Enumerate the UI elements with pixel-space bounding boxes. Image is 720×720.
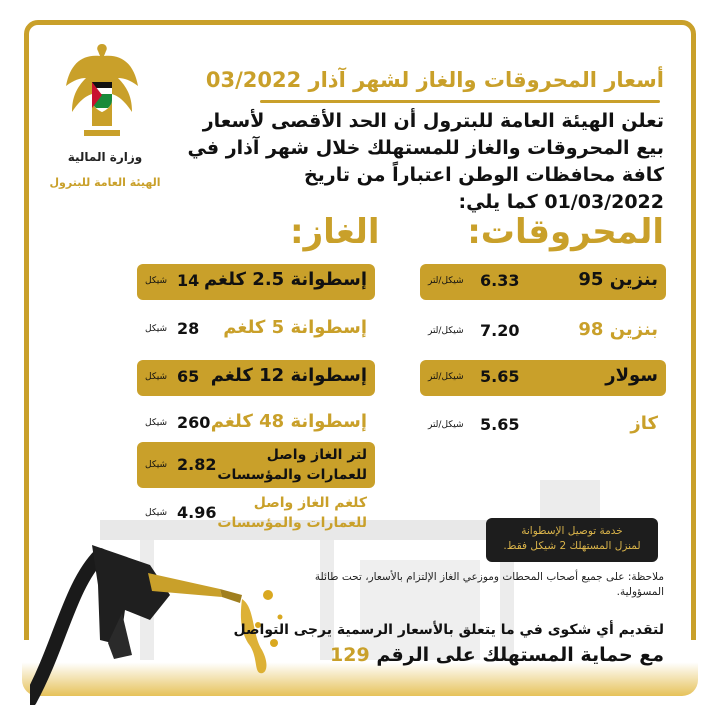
gas-unit: شيكل bbox=[145, 276, 168, 286]
gas-price: 14 bbox=[177, 271, 200, 290]
intro-text: تعلن الهيئة العامة للبترول أن الحد الأقصى لأسعار بيع المحروقات والغاز للمستهلك خلال شهر آذار في كافة محافظات الوطن اعتباراً من تاريخ 01/03/2022 كما يلي: bbox=[187, 110, 664, 213]
fuel-unit: شيكل/لتر bbox=[428, 420, 464, 430]
gas-row-12kg bbox=[137, 360, 375, 396]
gas-row-48kg bbox=[137, 406, 375, 442]
delivery-line-2: لمنزل المستهلك 2 شيكل فقط. bbox=[503, 540, 641, 552]
fuel-unit: شيكل/لتر bbox=[428, 372, 464, 382]
fuel-name: بنزين 95 bbox=[578, 269, 658, 290]
fuel-row-diesel bbox=[420, 360, 666, 396]
fuel-row-benzine-95 bbox=[420, 264, 666, 300]
delivery-service-box bbox=[486, 518, 658, 562]
ministry-name: وزارة المالية bbox=[67, 150, 143, 164]
gas-name: إسطوانة 2.5 كلغم bbox=[203, 269, 367, 290]
fuel-row-kerosene bbox=[420, 408, 666, 444]
gas-unit: شيكل bbox=[145, 372, 168, 382]
delivery-line-1: خدمة توصيل الإسطوانة bbox=[521, 525, 623, 537]
complaint-text: لتقديم أي شكوى في ما يتعلق بالأسعار الرسمية يرجى التواصل bbox=[233, 622, 664, 638]
fuel-nozzle-icon bbox=[30, 525, 290, 705]
title-underline bbox=[260, 100, 660, 103]
gas-name: إسطوانة 12 كلغم bbox=[210, 365, 367, 386]
gas-name: إسطوانة 5 كلغم bbox=[223, 317, 367, 338]
complaint-contact bbox=[330, 644, 664, 666]
fuel-name: بنزين 98 bbox=[578, 319, 658, 340]
gas-row-liter-buildings bbox=[137, 442, 375, 488]
gas-row-2-5kg bbox=[137, 264, 375, 300]
gas-unit: شيكل bbox=[145, 508, 168, 518]
gas-price: 65 bbox=[177, 367, 200, 386]
gas-heading: الغاز: bbox=[290, 212, 380, 252]
fuel-row-benzine-98 bbox=[420, 314, 666, 350]
gas-unit: شيكل bbox=[145, 418, 168, 428]
palestinian-eagle-emblem-icon bbox=[62, 38, 142, 142]
fuel-name: كاز bbox=[630, 413, 658, 434]
gas-price: 260 bbox=[177, 413, 211, 432]
gas-price: 28 bbox=[177, 319, 200, 338]
fuel-heading: المحروقات: bbox=[467, 212, 664, 252]
fuel-price: 6.33 bbox=[480, 271, 520, 290]
gas-unit: شيكل bbox=[145, 324, 168, 334]
fuel-unit: شيكل/لتر bbox=[428, 276, 464, 286]
gas-unit: شيكل bbox=[145, 460, 168, 470]
fuel-price: 7.20 bbox=[480, 321, 520, 340]
gas-price: 2.82 bbox=[177, 455, 217, 474]
gas-row-5kg bbox=[137, 312, 375, 348]
fuel-price: 5.65 bbox=[480, 415, 520, 434]
fuel-unit: شيكل/لتر bbox=[428, 326, 464, 336]
gas-name: كلغم الغاز واصل للعمارات والمؤسسات bbox=[217, 495, 367, 531]
complaint-line-2: مع حماية المستهلك على الرقم bbox=[376, 644, 664, 666]
stations-note: ملاحظة: على جميع أصحاب المحطات وموزعي الغاز الإلتزام بالأسعار، تحت طائلة المسؤولية. bbox=[314, 571, 664, 598]
authority-name: الهيئة العامة للبترول bbox=[49, 176, 161, 189]
page-title: أسعار المحروقات والغاز لشهر آذار 03/2022 bbox=[205, 68, 664, 92]
complaint-number: 129 bbox=[330, 644, 370, 666]
gas-name: إسطوانة 48 كلغم bbox=[210, 411, 367, 432]
gas-price: 4.96 bbox=[177, 503, 217, 522]
fuel-name: سولار bbox=[605, 365, 658, 386]
fuel-price: 5.65 bbox=[480, 367, 520, 386]
gas-name: لتر الغاز واصل للعمارات والمؤسسات bbox=[217, 447, 367, 483]
